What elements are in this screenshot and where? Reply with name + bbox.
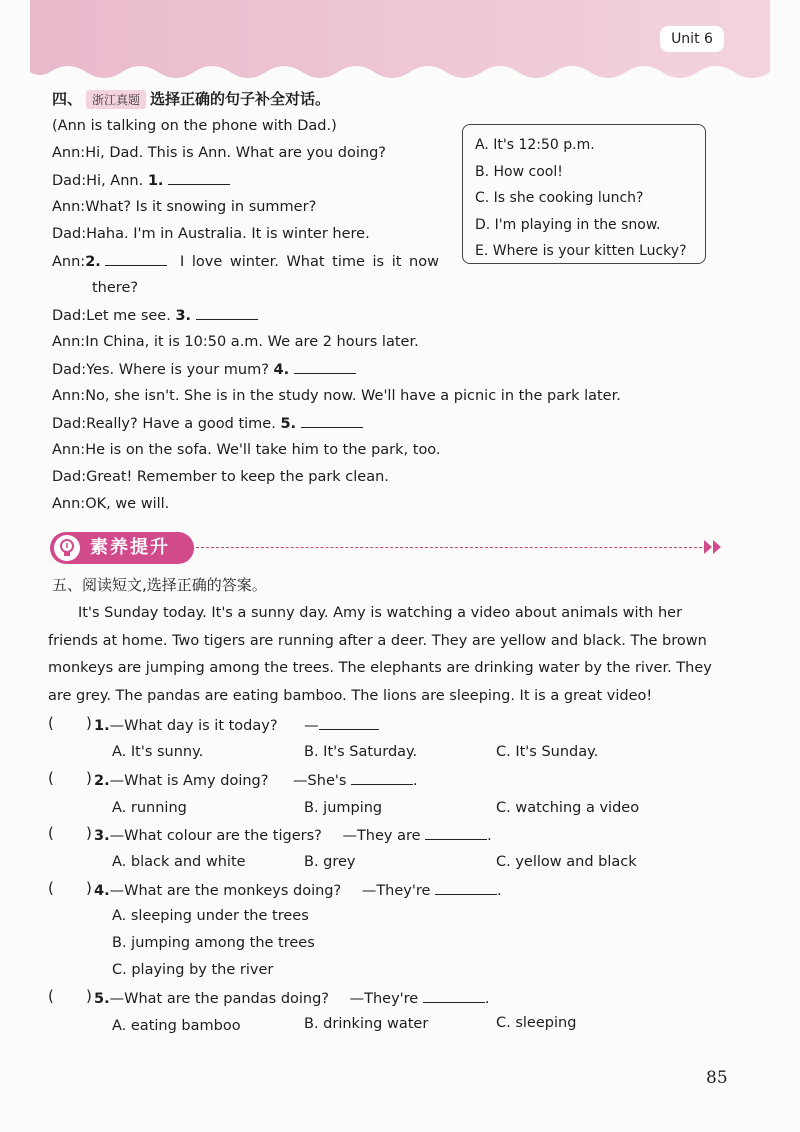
option-item: B. How cool! <box>475 163 563 180</box>
answer-prompt: —They are <box>342 828 421 844</box>
header-band <box>30 0 770 92</box>
option-item: D. I'm playing in the snow. <box>475 216 661 233</box>
question-line: 2.—What is Amy doing? —She's . <box>94 770 418 791</box>
blank-number: 5. <box>280 416 297 432</box>
answer-prompt: —They're <box>349 991 419 1007</box>
dialogue-line <box>52 467 389 487</box>
answer-paren-left[interactable]: ( <box>48 769 54 787</box>
answer-prompt: —They're <box>361 883 431 899</box>
answer-blank[interactable] <box>301 413 363 428</box>
answer-prompt: — <box>304 718 319 734</box>
answer-blank[interactable] <box>435 880 497 895</box>
choice-b: B. grey <box>304 854 356 870</box>
answer-paren-left[interactable]: ( <box>48 714 54 732</box>
choice-a: A. It's sunny. <box>112 744 204 760</box>
page-number: 85 <box>706 1068 728 1088</box>
dialogue-line <box>52 170 230 191</box>
dialogue-line <box>52 413 363 434</box>
dialogue-continuation: there? <box>92 280 139 296</box>
answer-blank[interactable] <box>105 251 167 266</box>
dialogue-line <box>52 197 316 217</box>
blank-number: 1. <box>147 173 164 189</box>
dialogue-text: Hi, Ann. <box>86 173 148 189</box>
dialogue-line <box>52 143 386 163</box>
question-text: —What are the monkeys doing? <box>109 883 342 899</box>
reading-passage: It's Sunday today. It's a sunny day. Amy is watching a video about animals with her friends at home. Two tigers are running after a deer. They are yellow and black. The brown monkeys are jumping among the trees. The elephants are drinking water by the river. They are grey. The pandas are eating bamboo. The lions are sleeping. It is a great video! <box>48 605 712 704</box>
dialogue-text: Yes. Where is your mum? <box>86 362 274 378</box>
dialogue-intro: (Ann is talking on the phone with Dad.) <box>52 118 337 134</box>
choice-c: C. yellow and black <box>496 854 637 870</box>
speaker-label: Dad: <box>52 308 87 324</box>
option-item: A. It's 12:50 p.m. <box>475 137 595 153</box>
choice-b: B. drinking water <box>304 1016 429 1032</box>
speaker-label: Ann: <box>52 334 86 350</box>
dialogue-line <box>52 440 441 460</box>
answer-blank[interactable] <box>294 359 356 374</box>
choice-a: A. black and white <box>112 854 246 870</box>
speaker-label: Dad: <box>52 173 87 189</box>
dialogue-text: Haha. I'm in Australia. It is winter here. <box>86 226 370 242</box>
answer-blank[interactable] <box>168 170 230 185</box>
speaker-label: Ann: <box>52 199 86 215</box>
speaker-label: Dad: <box>52 416 87 432</box>
question-line: 4.—What are the monkeys doing? —They're . <box>94 880 502 901</box>
speaker-label: Ann: <box>52 145 86 161</box>
question-line <box>94 715 379 736</box>
banner-divider <box>196 547 702 548</box>
answer-paren-right: ) <box>86 987 92 1005</box>
dialogue-text: Really? Have a good time. <box>86 416 281 432</box>
choice-c: C. watching a video <box>496 800 640 816</box>
answer-paren-right: ) <box>86 824 92 842</box>
answer-blank[interactable] <box>196 305 258 320</box>
choice-c: C. sleeping <box>496 1015 577 1031</box>
section4-tag: 浙江真题 <box>86 90 146 109</box>
speaker-label: Dad: <box>52 226 87 242</box>
question-number: 3. <box>94 828 110 844</box>
answer-prompt: —She's <box>293 773 347 789</box>
dialogue-text: OK, we will. <box>85 496 170 512</box>
dialogue-text: In China, it is 10:50 a.m. We are 2 hours later. <box>85 334 419 350</box>
dialogue-text: Hi, Dad. This is Ann. What are you doing? <box>85 145 386 161</box>
dialogue-line <box>52 494 169 514</box>
answer-paren-left[interactable]: ( <box>48 987 54 1005</box>
dialogue-text: Let me see. <box>86 308 176 324</box>
choice-b: B. It's Saturday. <box>304 744 418 760</box>
answer-blank[interactable] <box>423 988 485 1003</box>
speaker-label: Dad: <box>52 469 87 485</box>
speaker-label: Ann: <box>52 496 86 512</box>
double-arrow-icon <box>702 538 724 556</box>
section4-number: 四、 <box>52 90 83 108</box>
option-item: E. Where is your kitten Lucky? <box>475 243 687 259</box>
dialogue-line <box>52 359 356 380</box>
question-text: —What day is it today? <box>109 718 278 734</box>
dialogue-text: Great! Remember to keep the park clean. <box>86 469 389 485</box>
options-box <box>462 124 706 264</box>
question-text: —What colour are the tigers? <box>109 828 322 844</box>
answer-paren-right: ) <box>86 879 92 897</box>
choice-c: C. playing by the river <box>112 962 274 978</box>
answer-paren-right: ) <box>86 714 92 732</box>
question-text: —What is Amy doing? <box>109 773 269 789</box>
lightbulb-icon <box>54 535 80 561</box>
question-number: 5. <box>94 991 110 1007</box>
answer-paren-right: ) <box>86 769 92 787</box>
choice-b: B. jumping among the trees <box>112 935 315 951</box>
question-number: 2. <box>94 773 110 789</box>
answer-paren-left[interactable]: ( <box>48 879 54 897</box>
dialogue-line <box>52 332 419 352</box>
answer-blank[interactable] <box>425 825 487 840</box>
section-banner <box>50 532 194 564</box>
choice-b: B. jumping <box>304 800 383 816</box>
dialogue-line <box>52 305 258 326</box>
speaker-label: Ann: <box>52 388 86 404</box>
dialogue-text: I love winter. What time is it now <box>180 254 439 270</box>
question-text: —What are the pandas doing? <box>109 991 330 1007</box>
speaker-label: Ann: <box>52 254 86 270</box>
dialogue-line <box>52 386 621 406</box>
speaker-label: Ann: <box>52 442 86 458</box>
choice-a: A. running <box>112 800 187 816</box>
speaker-label: Dad: <box>52 362 87 378</box>
question-number: 1. <box>94 718 110 734</box>
blank-number: 2. <box>85 254 101 270</box>
section4-title <box>52 88 330 109</box>
question-number: 4. <box>94 883 110 899</box>
option-item: C. Is she cooking lunch? <box>475 190 644 206</box>
answer-blank[interactable] <box>351 770 413 785</box>
dialogue-text: He is on the sofa. We'll take him to the park, too. <box>85 442 441 458</box>
banner-title: 素养提升 <box>90 537 170 558</box>
dialogue-text: What? Is it snowing in summer? <box>85 199 317 215</box>
answer-blank[interactable] <box>319 715 379 730</box>
question-line: 5.—What are the pandas doing? —They're . <box>94 988 489 1009</box>
section4-instruction: 选择正确的句子补全对话。 <box>150 90 331 108</box>
choice-c: C. It's Sunday. <box>496 744 599 760</box>
dialogue-text: No, she isn't. She is in the study now. We'll have a picnic in the park later. <box>85 388 621 404</box>
question-line: 3.—What colour are the tigers? —They are . <box>94 825 492 846</box>
unit-label: Unit 6 <box>660 26 724 52</box>
answer-paren-left[interactable]: ( <box>48 824 54 842</box>
dialogue-line <box>52 224 370 244</box>
choice-a: A. eating bamboo <box>112 1018 241 1034</box>
blank-number: 3. <box>175 308 192 324</box>
section5-instruction: 五、阅读短文,选择正确的答案。 <box>52 576 267 594</box>
blank-number: 4. <box>273 362 290 378</box>
dialogue-line <box>52 251 439 272</box>
choice-a: A. sleeping under the trees <box>112 908 309 924</box>
header-wave-background <box>30 0 770 92</box>
